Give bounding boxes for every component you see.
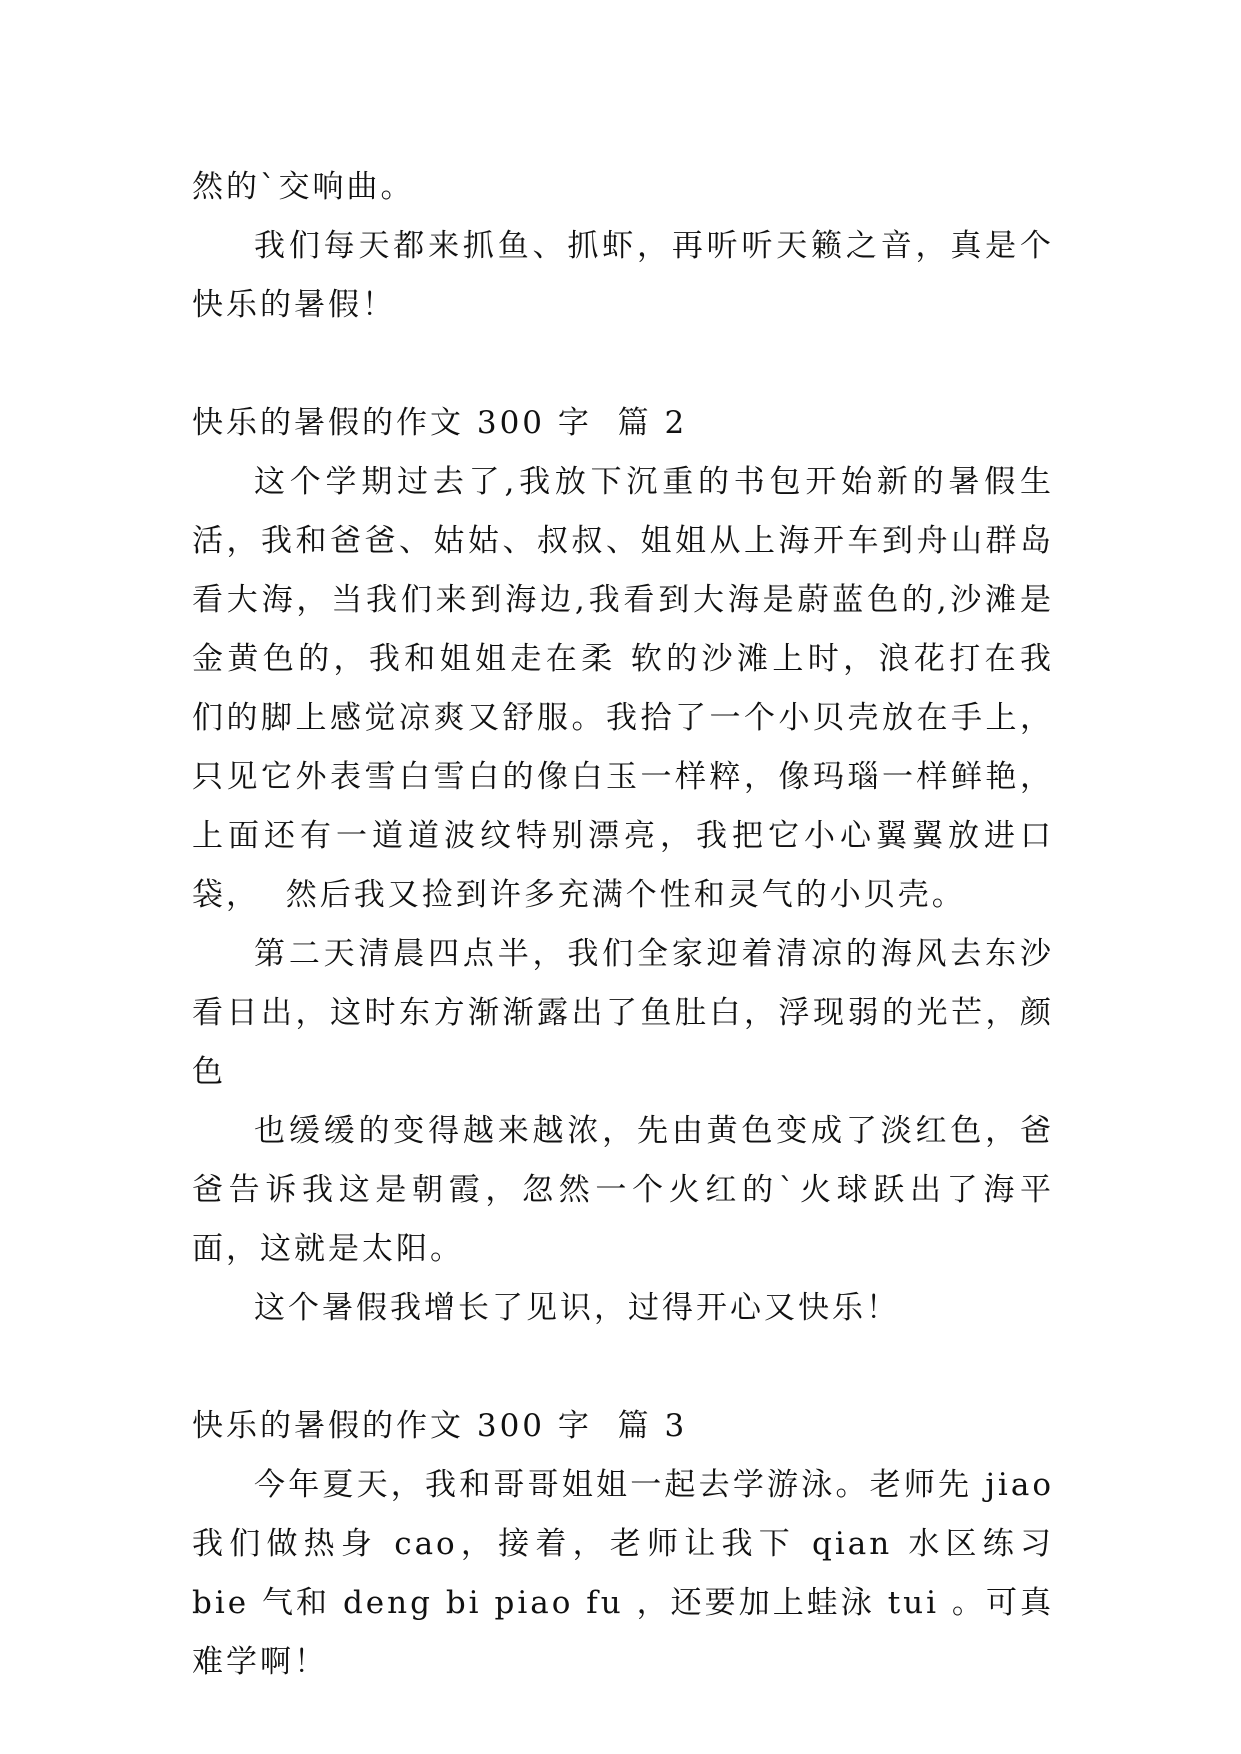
document-body: [192, 158, 1067, 1692]
paragraph-continuation: 然的`交响曲。: [192, 169, 415, 205]
paragraph-summer-fun: 我们每天都来抓鱼、抓虾，再听听天籁之音，真是个快乐的暑假！: [192, 228, 1054, 323]
paragraph-seaside-trip: 这个学期过去了,我放下沉重的书包开始新的暑假生活，我和爸爸、姑姑、叔叔、姐姐从上海开车到舟山群岛看大海，当我们来到海边,我看到大海是蔚蓝色的,沙滩是金黄色的，我和姐姐走在柔 软的沙滩上时，浪花打在我们的脚上感觉凉爽又舒服。我拾了一个小贝壳放在手上，只见它外表雪白雪白的像白玉一样粹，像玛瑙一样鲜艳，上面还有一道道波纹特别漂亮，我把它小心翼翼放进口袋， 然后我又捡到许多充满个性和灵气的小贝壳。: [192, 464, 1054, 913]
section-gap: [192, 1338, 1054, 1397]
section-heading-3: 快乐的暑假的作文 300 字 篇 3: [192, 1408, 688, 1444]
paragraph-swimming: 今年夏天，我和哥哥姐姐一起去学游泳。老师先 jiao 我们做热身 cao，接着，老师让我下 qian 水区练习 bie 气和 deng bi piao fu ，还要加上蛙泳 tui 。可真难学啊！: [192, 1467, 1067, 1680]
paragraph-summer-conclusion: 这个暑假我增长了见识，过得开心又快乐！: [254, 1290, 900, 1326]
section-gap: [192, 335, 1054, 394]
paragraph-sunrise-start: 第二天清晨四点半，我们全家迎着清凉的海风去东沙看日出，这时东方渐渐露出了鱼肚白，浮现弱的光芒，颜色: [192, 936, 1054, 1090]
paragraph-sunrise-continued: 也缓缓的变得越来越浓，先由黄色变成了淡红色，爸爸告诉我这是朝霞，忽然一个火红的`火球跃出了海平面，这就是太阳。: [192, 1113, 1054, 1267]
section-heading-2: 快乐的暑假的作文 300 字 篇 2: [192, 405, 688, 441]
